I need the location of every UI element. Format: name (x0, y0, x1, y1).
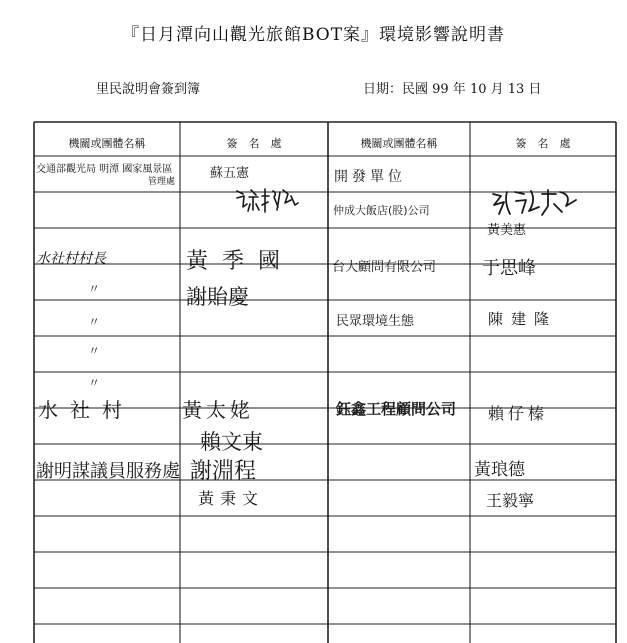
signature-3-right: 于思峰 (482, 258, 536, 279)
org-shuishe-village-chief: 水社村村長 (36, 251, 106, 267)
signature-1b (234, 184, 300, 218)
signature-2a-right (490, 186, 582, 220)
signature-4-right: 陳建隆 (488, 310, 558, 328)
signature-4b: 黃秉文 (198, 489, 265, 508)
signature-3a: 黃太姥 (182, 398, 254, 422)
document-title: 『日月潭向山觀光旅館BOT案』環境影響說明書 (121, 25, 506, 45)
signature-2b-right: 黃美惠 (487, 223, 527, 238)
signature-6b-right: 王毅寧 (486, 491, 535, 510)
org-developer: 開發單位 (334, 169, 406, 185)
meeting-date: 日期：民國 99 年 10 月 13 日 (363, 82, 542, 97)
sign-in-title: 里民說明會簽到簿 (96, 82, 201, 97)
org-zhongcheng-hotel: 仲成大飯店(股)公司 (333, 204, 430, 217)
signature-5-right: 賴仔榛 (488, 404, 549, 423)
org-tourism-bureau: 交通部觀光局 明潭 國家風景區 (36, 164, 173, 175)
column-header-org-right: 機關或團體名稱 (360, 137, 438, 150)
org-tourism-bureau-suffix: 管理處 (148, 177, 176, 187)
signature-2b: 謝貽慶 (186, 285, 249, 309)
org-public-eco: 民眾環境生態 (336, 314, 415, 329)
signature-2a: 黃季國 (186, 249, 295, 274)
org-shuishe-village: 水社村 (38, 398, 134, 422)
column-header-signature-left: 簽 名 處 (226, 137, 282, 150)
ditto-mark: 〃 (88, 344, 101, 358)
org-councilor-office: 謝明謀議員服務處 (36, 461, 180, 482)
signature-4a: 謝淵程 (190, 459, 257, 484)
ditto-mark: 〃 (88, 315, 101, 329)
org-taida-consulting: 台大顧問有限公司 (332, 260, 437, 275)
org-yuxin-engineering: 鈺鑫工程顧問公司 (336, 400, 457, 418)
ditto-mark: 〃 (88, 282, 101, 296)
column-header-org-left: 機關或團體名稱 (68, 137, 146, 150)
signature-6a-right: 黃琅德 (474, 460, 525, 480)
signature-1a: 蘇五憲 (210, 166, 250, 181)
signature-3b: 賴文東 (200, 430, 263, 454)
column-header-signature-right: 簽 名 處 (515, 137, 571, 150)
ditto-mark: 〃 (88, 376, 101, 390)
